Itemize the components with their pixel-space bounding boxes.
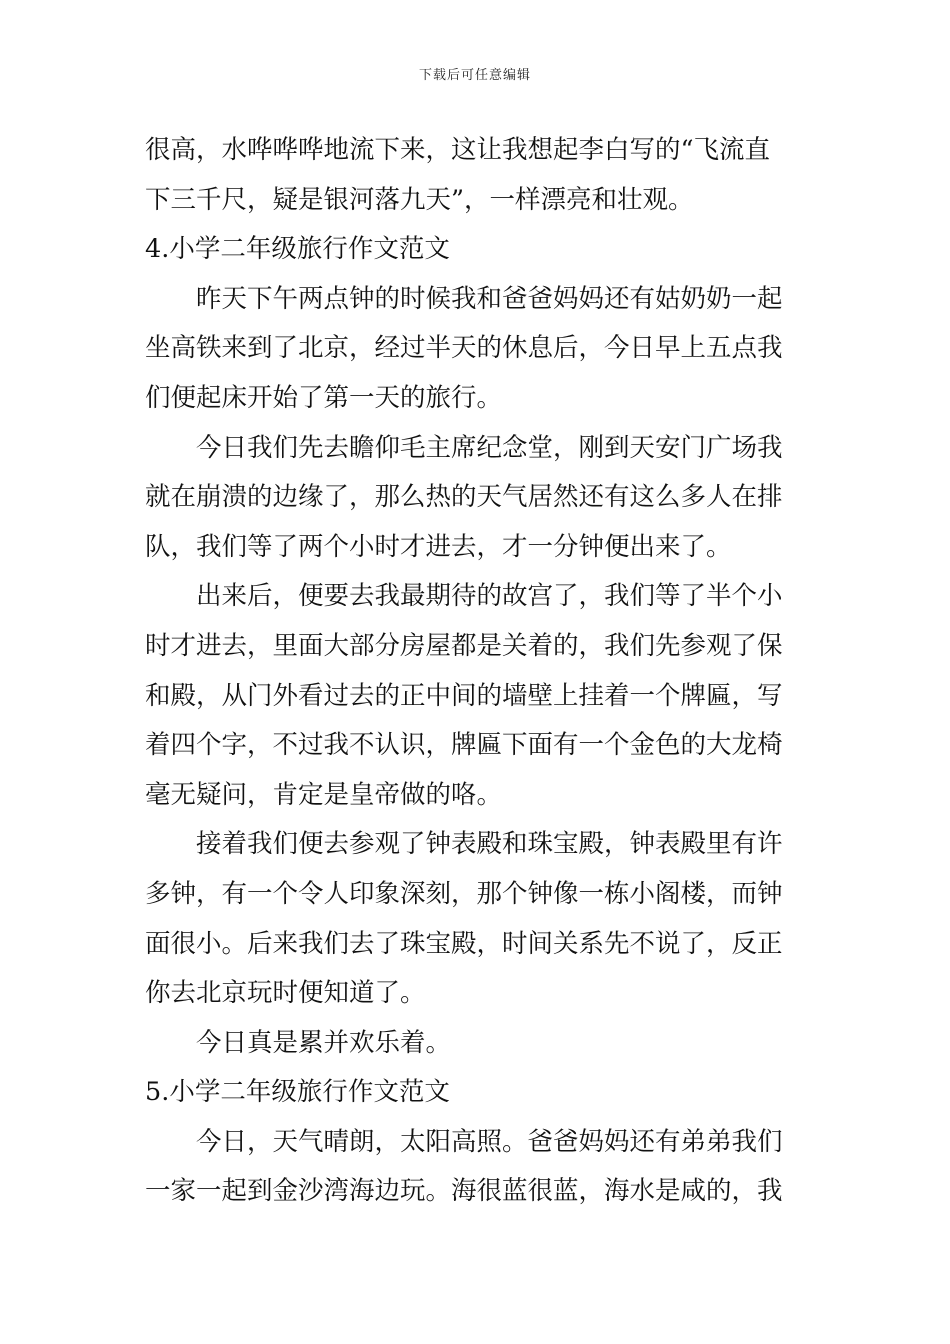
section-heading: 4.小学二年级旅行作文范文 (145, 234, 450, 265)
document-body (145, 126, 807, 1217)
text-line: 们便起床开始了第一天的旅行。 (145, 382, 503, 413)
text-line: 一家一起到金沙湾海边玩。海很蓝很蓝，海水是咸的，我 (145, 1176, 783, 1207)
text-line: 接着我们便去参观了钟表殿和珠宝殿，钟表殿里有许 (196, 829, 783, 860)
text-line: 很高，水哗哗哗地流下来，这让我想起李白写的“飞流直 (145, 135, 771, 165)
text-line: 下三千尺，疑是银河落九天”，一样漂亮和壮观。 (145, 184, 694, 215)
text-line: 毫无疑问，肯定是皇帝做的咯。 (145, 779, 503, 810)
text-line: 和殿，从门外看过去的正中间的墙壁上挂着一个牌匾，写 (145, 680, 783, 711)
text-line: 今日，天气晴朗，太阳高照。爸爸妈妈还有弟弟我们 (196, 1126, 783, 1157)
text-line: 出来后，便要去我最期待的故宫了，我们等了半个小 (196, 581, 783, 612)
text-line: 坐高铁来到了北京，经过半天的休息后，今日早上五点我 (145, 333, 783, 364)
page-header: 下载后可任意编辑 (418, 68, 531, 83)
section-heading: 5.小学二年级旅行作文范文 (145, 1077, 450, 1108)
text-line: 今日我们先去瞻仰毛主席纪念堂，刚到天安门广场我 (196, 432, 783, 463)
text-line: 就在崩溃的边缘了，那么热的天气居然还有这么多人在排 (145, 482, 783, 513)
text-line: 队，我们等了两个小时才进去，才一分钟便出来了。 (145, 531, 732, 562)
text-line: 多钟，有一个令人印象深刻，那个钟像一栋小阁楼，而钟 (145, 878, 783, 909)
text-line: 今日真是累并欢乐着。 (196, 1027, 452, 1058)
text-line: 你去北京玩时便知道了。 (145, 978, 426, 1009)
text-line: 昨天下午两点钟的时候我和爸爸妈妈还有姑奶奶一起 (196, 283, 783, 314)
text-line: 时才进去，里面大部分房屋都是关着的，我们先参观了保 (145, 630, 783, 661)
text-line: 着四个字，不过我不认识，牌匾下面有一个金色的大龙椅 (145, 730, 783, 761)
text-line: 面很小。后来我们去了珠宝殿，时间关系先不说了，反正 (145, 928, 783, 959)
